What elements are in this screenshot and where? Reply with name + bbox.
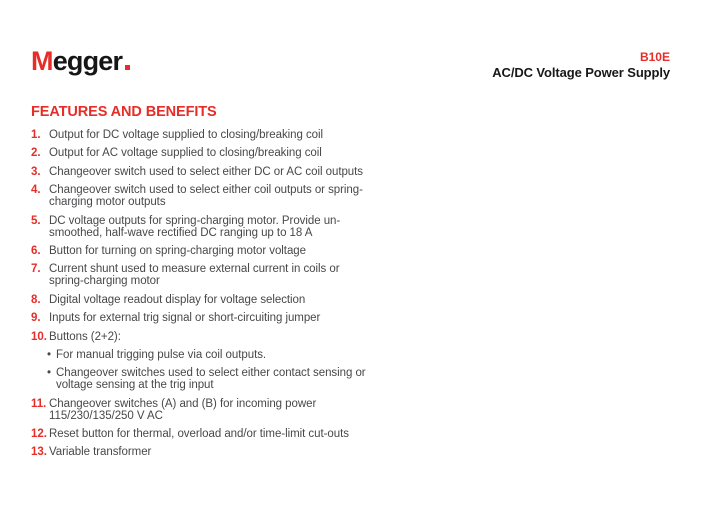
- feature-text: Variable transformer: [49, 446, 152, 459]
- feature-text: DC voltage outputs for spring-charging motor. Provide un- smoothed, half-wave rectified DC ranging up to 18 A: [49, 214, 341, 239]
- feature-number: 13.: [31, 446, 47, 459]
- sub-bullet-1: [47, 349, 491, 361]
- logo-text: egger: [52, 46, 123, 76]
- feature-item-2: [31, 147, 491, 159]
- feature-item-7: [31, 263, 491, 287]
- feature-number: 11.: [31, 397, 47, 410]
- feature-number: 8.: [31, 293, 41, 306]
- feature-text: Reset button for thermal, overload and/or time-limit cut-outs: [49, 428, 349, 441]
- feature-item-9: [31, 312, 491, 324]
- feature-item-4: [31, 184, 491, 208]
- feature-text: Changeover switch used to select either DC or AC coil outputs: [49, 165, 363, 178]
- feature-text: Button for turning on spring-charging motor voltage: [49, 244, 306, 257]
- sub-bullet-text: Changeover switches used to select either contact sensing or voltage sensing at the trig input: [56, 367, 366, 392]
- feature-item-5: [31, 215, 491, 239]
- feature-item-8: [31, 294, 491, 306]
- product-name: AC/DC Voltage Power Supply: [492, 65, 670, 81]
- feature-item-12: [31, 428, 491, 440]
- bullet-icon: •: [47, 348, 51, 361]
- feature-number: 1.: [31, 129, 41, 141]
- feature-text: Changeover switch used to select either coil outputs or spring- charging motor outputs: [49, 184, 363, 209]
- feature-text: Inputs for external trig signal or short-circuiting jumper: [49, 312, 321, 325]
- feature-item-13: [31, 446, 491, 458]
- feature-number: 3.: [31, 165, 41, 178]
- feature-number: 4.: [31, 184, 41, 197]
- feature-text: Digital voltage readout display for voltage selection: [49, 293, 306, 306]
- feature-item-11: [31, 398, 491, 422]
- feature-number: 12.: [31, 428, 47, 441]
- header-product-info: [492, 50, 670, 81]
- feature-text: Buttons (2+2):: [49, 330, 121, 343]
- feature-number: 6.: [31, 244, 41, 257]
- features-section: [31, 104, 491, 465]
- logo-letter-m: M: [31, 46, 53, 76]
- feature-number: 10.: [31, 330, 47, 343]
- feature-number: 7.: [31, 263, 41, 276]
- feature-item-6: [31, 245, 491, 257]
- sub-bullet-2: [47, 367, 491, 391]
- feature-text: Output for DC voltage supplied to closing/breaking coil: [49, 129, 324, 141]
- section-title: FEATURES AND BENEFITS: [31, 104, 217, 120]
- product-code: B10E: [639, 50, 670, 64]
- feature-number: 2.: [31, 147, 41, 160]
- feature-item-3: [31, 166, 491, 178]
- feature-number: 5.: [31, 214, 41, 227]
- feature-text: Output for AC voltage supplied to closing/breaking coil: [49, 147, 322, 160]
- feature-text: Current shunt used to measure external current in coils or spring-charging motor: [49, 263, 340, 288]
- feature-text: Changeover switches (A) and (B) for incoming power 115/230/135/250 V AC: [49, 397, 317, 422]
- bullet-icon: •: [47, 367, 51, 380]
- feature-item-1: [31, 129, 491, 141]
- feature-item-10-sublist: [47, 349, 491, 391]
- sub-bullet-text: For manual trigging pulse via coil outputs.: [56, 348, 267, 361]
- feature-list: [31, 129, 491, 458]
- megger-logo: [31, 48, 130, 75]
- feature-item-10: [31, 331, 491, 343]
- feature-number: 9.: [31, 312, 41, 325]
- logo-dot-icon: [125, 65, 130, 70]
